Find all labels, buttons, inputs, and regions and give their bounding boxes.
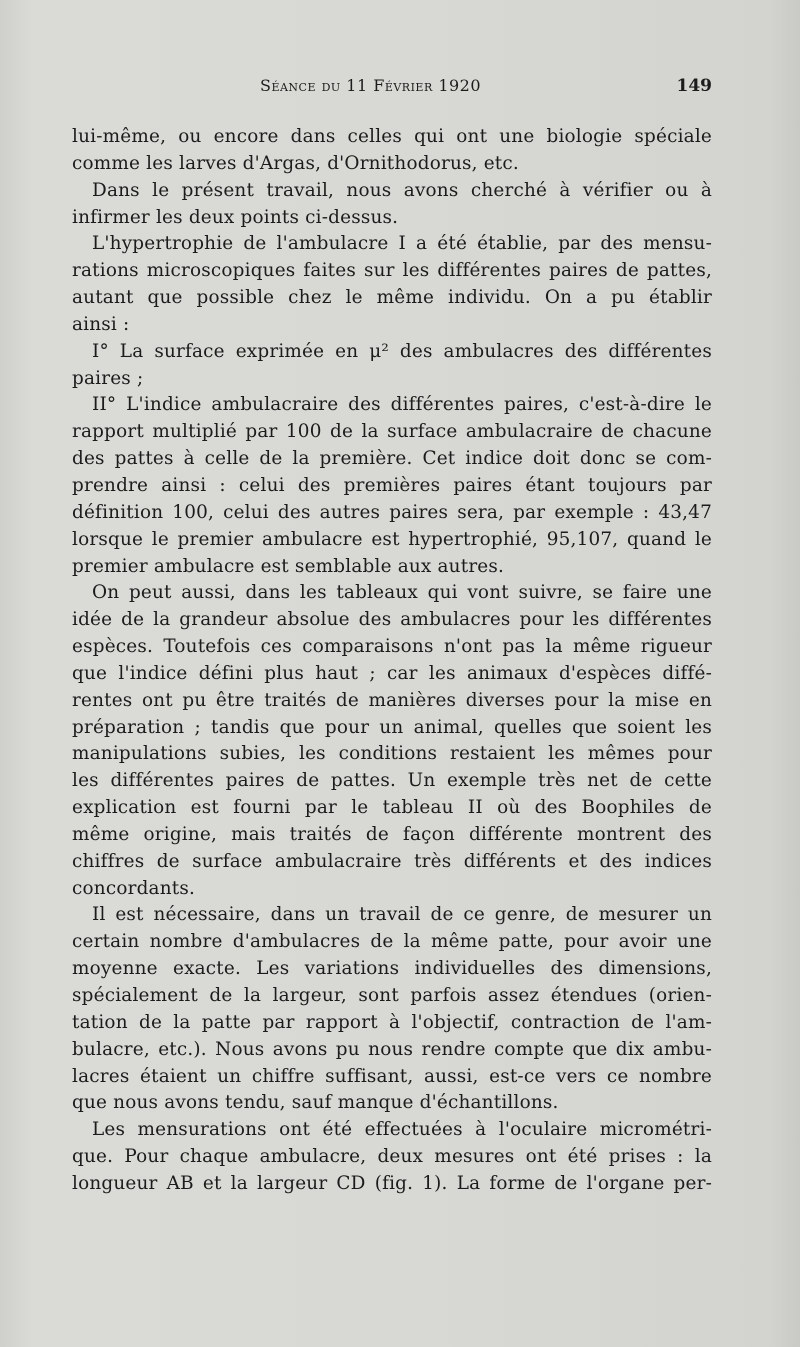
text-line: ainsi : bbox=[72, 313, 130, 335]
text-line: que l'indice défini plus haut ; car les animaux d'espèces diffé- bbox=[72, 662, 712, 684]
text-line: L'hypertrophie de l'ambulacre I a été établie, par des mensu- bbox=[92, 233, 712, 255]
text-line: préparation ; tandis que pour un animal, quelles que soient les bbox=[72, 716, 712, 738]
text-line: Les mensurations ont été effectuées à l'oculaire micrométri- bbox=[92, 1119, 712, 1141]
text-line: rentes ont pu être traités de manières diverses pour la mise en bbox=[72, 689, 712, 711]
text-line: que. Pour chaque ambulacre, deux mesures ont été prises : la bbox=[72, 1146, 712, 1168]
text-line: idée de la grandeur absolue des ambulacres pour les différentes bbox=[72, 609, 712, 631]
text-line: les différentes paires de pattes. Un exemple très net de cette bbox=[72, 770, 712, 792]
text-line: spécialement de la largeur, sont parfois assez étendues (orien- bbox=[72, 985, 712, 1006]
text-line: lui-même, ou encore dans celles qui ont une biologie spéciale bbox=[72, 126, 712, 147]
text-line: lorsque le premier ambulacre est hypertrophié, 95,107, quand le bbox=[72, 528, 712, 550]
text-line: On peut aussi, dans les tableaux qui vont suivre, se faire une bbox=[92, 582, 712, 604]
text-line: longueur AB et la largeur CD (fig. 1). La forme de l'organe per- bbox=[72, 1172, 712, 1194]
text-line: des pattes à celle de la première. Cet indice doit donc se com- bbox=[72, 448, 712, 470]
text-line: que nous avons tendu, sauf manque d'échantillons. bbox=[72, 1092, 559, 1114]
text-line: autant que possible chez le même individu. On a pu établir bbox=[72, 287, 712, 309]
text-line: infirmer les deux points ci-dessus. bbox=[72, 206, 399, 228]
text-line: explication est fourni par le tableau II où des Boophiles de bbox=[72, 797, 712, 819]
text-line: manipulations subies, les conditions restaient les mêmes pour bbox=[72, 743, 712, 765]
text-line: II° L'indice ambulacraire des différentes paires, c'est-à-dire le bbox=[92, 394, 712, 416]
text-line: espèces. Toutefois ces comparaisons n'ont pas la même rigueur bbox=[72, 636, 712, 658]
text-line: I° La surface exprimée en μ² des ambulacres des différentes bbox=[92, 340, 712, 362]
text-line: chiffres de surface ambulacraire très différents et des indices bbox=[72, 850, 712, 872]
page-header bbox=[72, 76, 712, 106]
body-text bbox=[72, 124, 712, 1198]
running-head: Séance du 11 Février 1920 bbox=[260, 76, 482, 95]
text-line: Il est nécessaire, dans un travail de ce genre, de mesurer un bbox=[92, 904, 712, 926]
text-line: lacres étaient un chiffre suffisant, aussi, est-ce vers ce nombre bbox=[72, 1065, 712, 1087]
text-line: comme les larves d'Argas, d'Ornithodorus, etc. bbox=[72, 152, 519, 174]
text-line: paires ; bbox=[72, 367, 144, 389]
text-line: tation de la patte par rapport à l'objectif, contraction de l'am- bbox=[72, 1011, 712, 1033]
text-line: bulacre, etc.). Nous avons pu nous rendre compte que dix ambu- bbox=[72, 1038, 712, 1060]
text-line: concordants. bbox=[72, 877, 196, 899]
text-line: rapport multiplié par 100 de la surface ambulacraire de chacune bbox=[72, 421, 712, 443]
text-line: prendre ainsi : celui des premières paires étant toujours par bbox=[72, 474, 712, 496]
text-line: premier ambulacre est semblable aux autres. bbox=[72, 555, 505, 577]
text-line: certain nombre d'ambulacres de la même patte, pour avoir une bbox=[72, 931, 712, 953]
text-line: Dans le présent travail, nous avons cherché à vérifier ou à bbox=[92, 179, 712, 201]
text-line: moyenne exacte. Les variations individuelles des dimensions, bbox=[72, 958, 712, 980]
page-number: 149 bbox=[676, 76, 712, 96]
text-line: rations microscopiques faites sur les différentes paires de pattes, bbox=[72, 260, 712, 282]
text-line: même origine, mais traités de façon différente montrent des bbox=[72, 823, 712, 845]
text-line: définition 100, celui des autres paires sera, par exemple : 43,47 bbox=[72, 501, 712, 523]
